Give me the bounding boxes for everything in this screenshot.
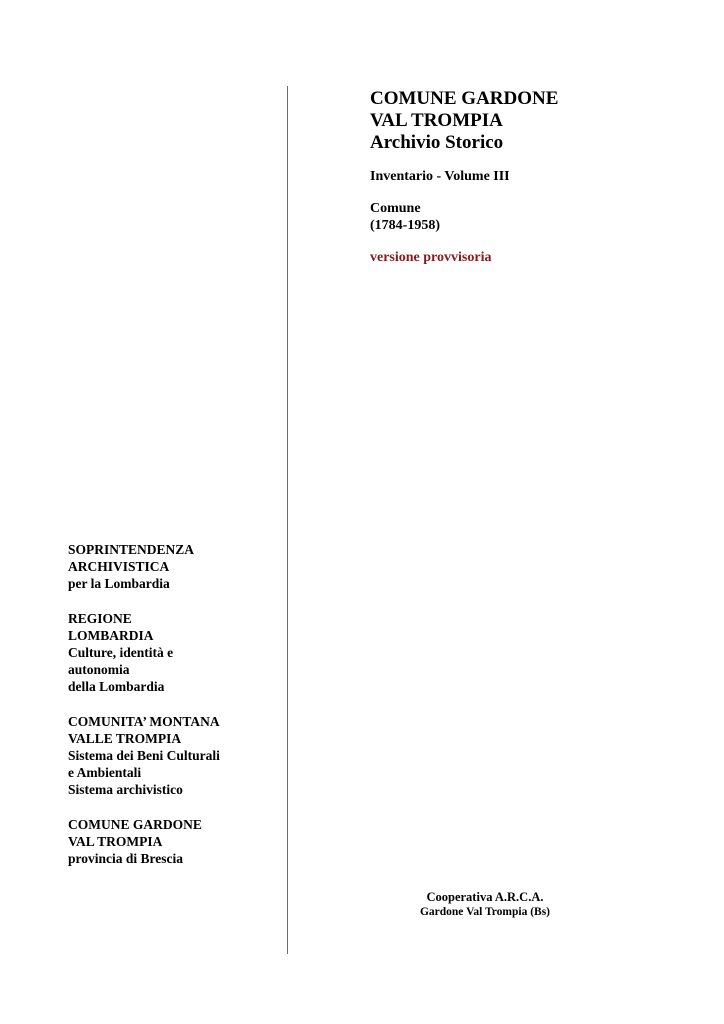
vertical-divider — [287, 86, 288, 954]
institution-line: provincia di Brescia — [68, 851, 184, 866]
institution-line: LOMBARDIA — [68, 628, 154, 643]
institution-line: Sistema archivistico — [68, 782, 183, 797]
institution-line: Culture, identità e — [68, 645, 174, 660]
institution-soprintendenza — [68, 541, 283, 592]
institution-line: della Lombardia — [68, 679, 165, 694]
fonds-block — [370, 200, 690, 234]
publisher-place: Gardone Val Trompia (Bs) — [419, 906, 551, 918]
title-line-2: VAL TROMPIA — [370, 110, 503, 131]
title-line-3: Archivio Storico — [370, 132, 504, 153]
institution-line: autonomia — [68, 662, 130, 677]
institution-line: per la Lombardia — [68, 576, 170, 591]
institution-line: Sistema dei Beni Culturali — [68, 748, 220, 763]
institution-comunita-montana — [68, 713, 283, 798]
institution-line: SOPRINTENDENZA — [68, 542, 195, 557]
title-block — [370, 88, 690, 266]
publisher-footer — [400, 889, 570, 920]
inventory-volume: Inventario - Volume III — [370, 169, 510, 184]
version-status: versione provvisoria — [370, 250, 492, 265]
institution-line: COMUNITA’ MONTANA — [68, 714, 220, 729]
title-line-1: COMUNE GARDONE — [370, 88, 559, 109]
fonds-years: (1784-1958) — [370, 218, 440, 233]
institution-comune — [68, 816, 283, 867]
institutions-list — [68, 541, 283, 885]
institution-line: VAL TROMPIA — [68, 834, 163, 849]
publisher-name: Cooperativa A.R.C.A. — [426, 890, 544, 904]
institution-line: ARCHIVISTICA — [68, 559, 170, 574]
institution-line: e Ambientali — [68, 765, 142, 780]
fonds-name: Comune — [370, 201, 421, 216]
institution-regione — [68, 610, 283, 695]
institution-line: REGIONE — [68, 611, 132, 626]
institution-line: VALLE TROMPIA — [68, 731, 182, 746]
institution-line: COMUNE GARDONE — [68, 817, 202, 832]
